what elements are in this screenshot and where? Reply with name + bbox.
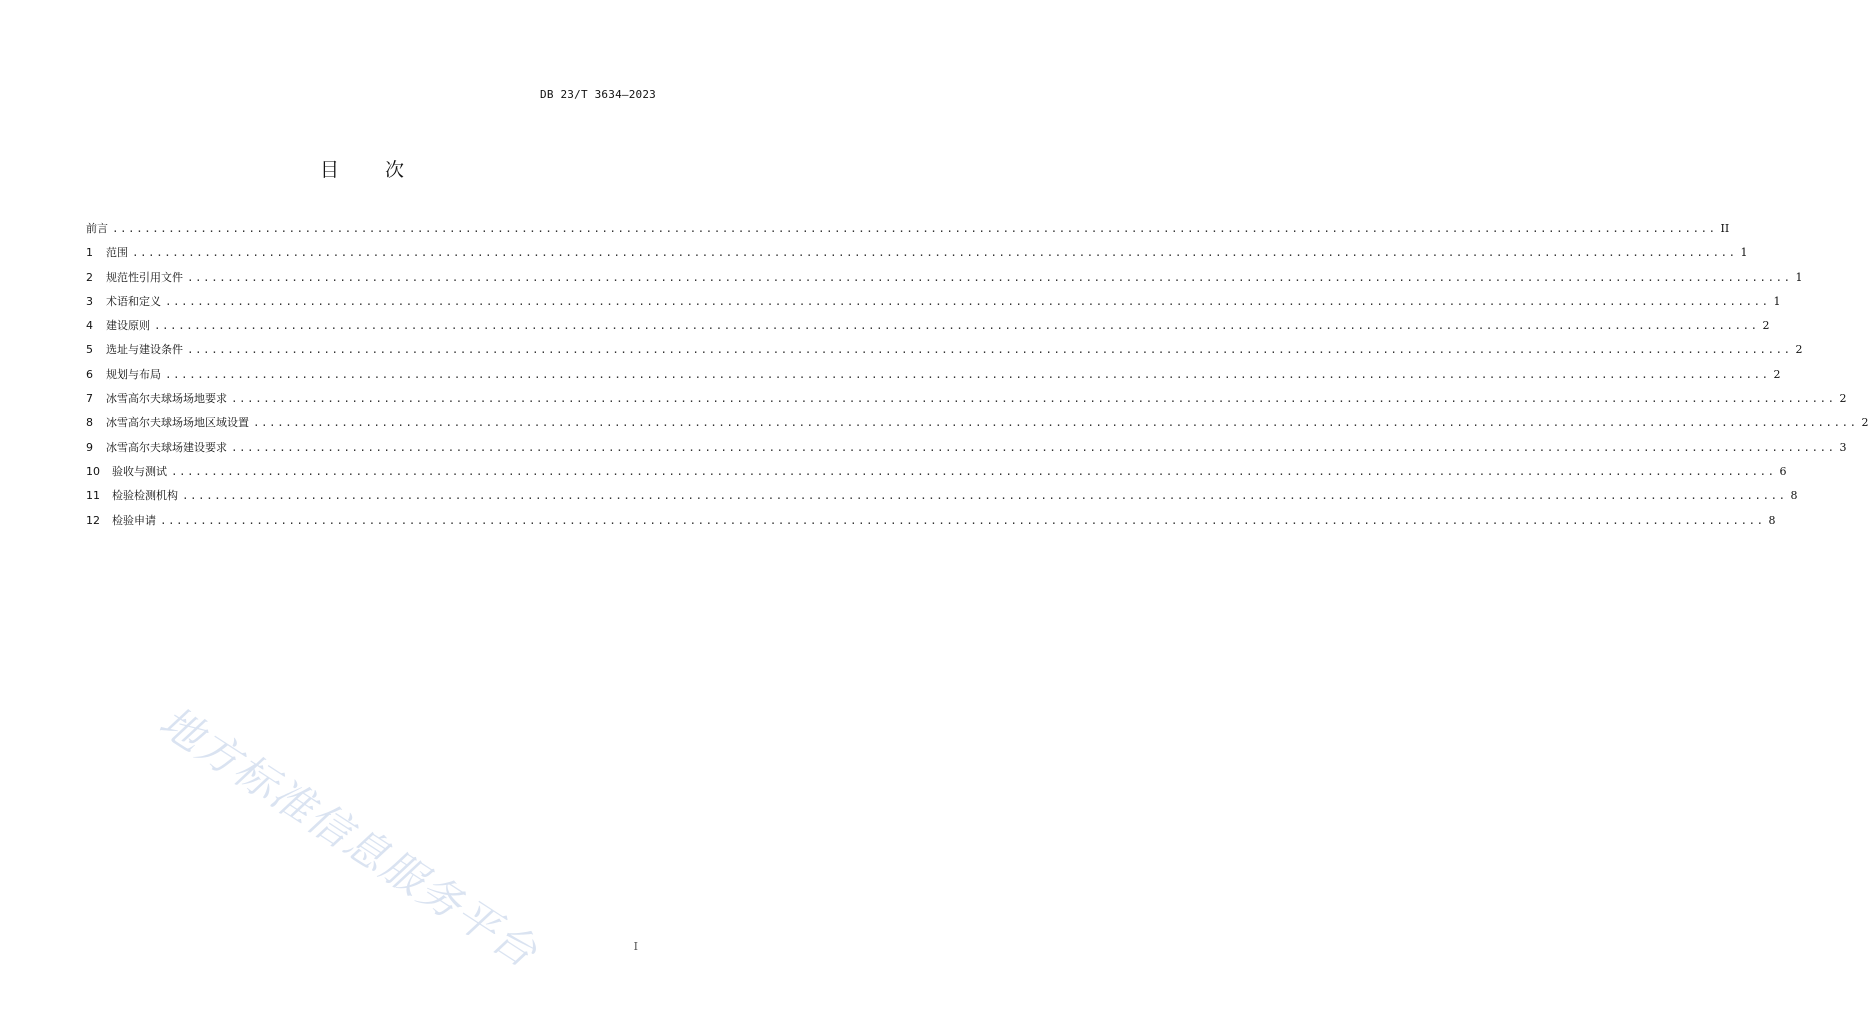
toc-entry[interactable] <box>86 340 1803 364</box>
toc-leader-dots: ........................................................................................................................................................................................................ <box>182 489 1787 503</box>
toc-page-number: II <box>1720 222 1730 235</box>
toc-page-number: 2 <box>1762 319 1770 333</box>
toc-page-number: 3 <box>1839 440 1847 454</box>
table-of-contents <box>86 219 1869 535</box>
toc-label: 检验检测机构 <box>112 489 178 503</box>
toc-entry[interactable] <box>86 389 1847 413</box>
toc-number: 10 <box>86 464 100 478</box>
toc-page-number: 1 <box>1740 246 1748 260</box>
toc-number: 12 <box>86 513 100 527</box>
toc-label: 规范性引用文件 <box>106 270 183 284</box>
toc-label: 冰雪高尔夫球场场地区域设置 <box>106 416 249 430</box>
toc-leader-dots: ........................................................................................................................................................................................................ <box>187 343 1792 357</box>
toc-entry[interactable] <box>86 462 1787 486</box>
toc-page-number: 2 <box>1795 343 1803 357</box>
toc-number: 6 <box>86 367 93 381</box>
toc-label: 术语和定义 <box>106 294 161 308</box>
toc-entry-foreword[interactable] <box>86 219 1730 243</box>
standard-code: DB 23/T 3634—2023 <box>540 88 656 101</box>
page-number: I <box>633 940 638 953</box>
toc-leader-dots: ........................................................................................................................................................................................................ <box>112 222 1717 235</box>
toc-number: 9 <box>86 440 93 454</box>
toc-label: 范围 <box>106 246 128 260</box>
toc-label: 验收与测试 <box>112 464 167 478</box>
toc-leader-dots: ........................................................................................................................................................................................................ <box>253 416 1858 430</box>
toc-entry[interactable] <box>86 292 1781 316</box>
toc-page-number: 1 <box>1795 270 1803 284</box>
toc-number: 3 <box>86 294 93 308</box>
toc-entry[interactable] <box>86 243 1748 267</box>
toc-leader-dots: ........................................................................................................................................................................................................ <box>165 294 1770 308</box>
toc-entry[interactable] <box>86 268 1803 292</box>
toc-entry[interactable] <box>86 438 1847 462</box>
toc-entry[interactable] <box>86 511 1776 535</box>
toc-label: 选址与建设条件 <box>106 343 183 357</box>
toc-leader-dots: ........................................................................................................................................................................................................ <box>132 246 1737 260</box>
toc-entry[interactable] <box>86 486 1798 510</box>
toc-page-number: 8 <box>1790 489 1798 503</box>
toc-label: 冰雪高尔夫球场建设要求 <box>106 440 227 454</box>
toc-number: 2 <box>86 270 93 284</box>
toc-leader-dots: ........................................................................................................................................................................................................ <box>231 440 1836 454</box>
watermark: 地方标准信息服务平台 <box>150 696 547 978</box>
toc-leader-dots: ........................................................................................................................................................................................................ <box>187 270 1792 284</box>
toc-leader-dots: ........................................................................................................................................................................................................ <box>160 513 1765 527</box>
page-title: 目 次 <box>319 159 405 181</box>
toc-number: 4 <box>86 319 93 333</box>
toc-label: 建设原则 <box>106 319 150 333</box>
toc-leader-dots: ........................................................................................................................................................................................................ <box>231 392 1836 406</box>
toc-page-number: 6 <box>1779 464 1787 478</box>
toc-leader-dots: ........................................................................................................................................................................................................ <box>165 367 1770 381</box>
toc-number: 5 <box>86 343 93 357</box>
toc-page-number: 1 <box>1773 294 1781 308</box>
toc-number: 1 <box>86 246 93 260</box>
toc-leader-dots: ........................................................................................................................................................................................................ <box>171 464 1776 478</box>
toc-page-number: 8 <box>1768 513 1776 527</box>
toc-entry[interactable] <box>86 413 1869 437</box>
toc-label: 前言 <box>86 222 108 235</box>
toc-leader-dots: ........................................................................................................................................................................................................ <box>154 319 1759 333</box>
toc-label: 冰雪高尔夫球场场地要求 <box>106 392 227 406</box>
toc-number: 11 <box>86 489 100 503</box>
toc-page-number: 2 <box>1773 367 1781 381</box>
toc-entry[interactable] <box>86 316 1770 340</box>
toc-page-number: 2 <box>1839 392 1847 406</box>
toc-number: 7 <box>86 392 93 406</box>
toc-entry[interactable] <box>86 365 1781 389</box>
toc-page-number: 2 <box>1861 416 1869 430</box>
toc-label: 规划与布局 <box>106 367 161 381</box>
toc-number: 8 <box>86 416 93 430</box>
toc-label: 检验申请 <box>112 513 156 527</box>
